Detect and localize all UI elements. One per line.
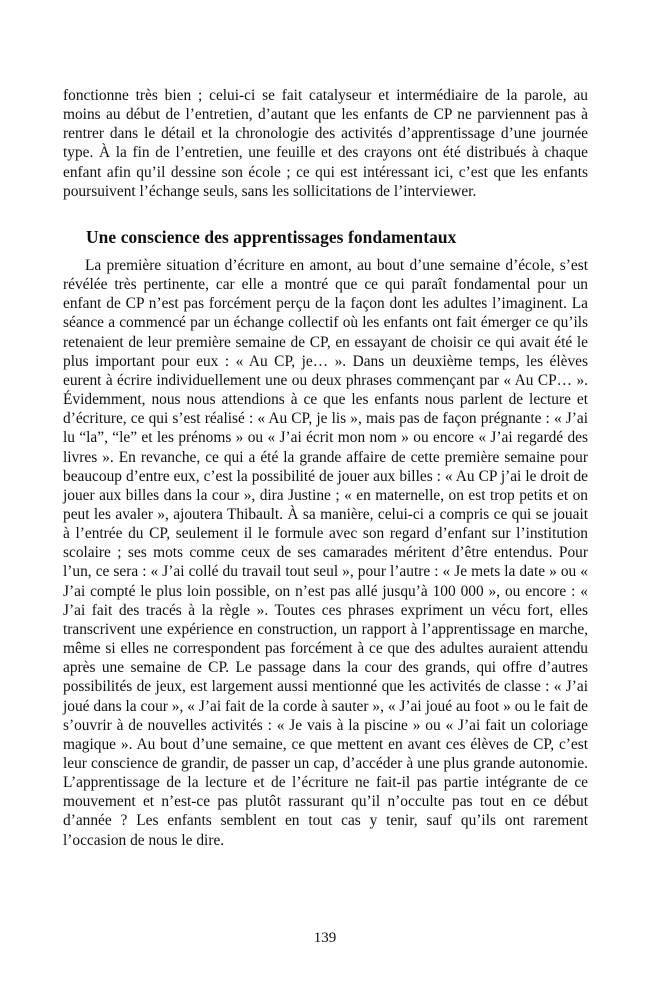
body-paragraph-continuation: fonctionne très bien ; celui-ci se fait catalyseur et intermédiaire de la parole, au moins au début de l’entretien, d’autant que les enfants de CP ne parviennent pas à rentrer dans le détail et la chronologie des activités d’apprentissage d’une journée type. À la fin de l’entretien, une feuille et des crayons ont été distribués à chaque enfant afin qu’il dessine son école ; ce qui est intéressant ici, c’est que les enfants poursuivent l’échange seuls, sans les sollicitations de l’interviewer. [63,87,588,200]
body-paragraph: La première situation d’écriture en amont, au bout d’une semaine d’école, s’est révélée très pertinente, car elle a montré que ce qui paraît fondamental pour un enfant de CP n’est pas forcément perçu de la façon dont les adultes l’imaginent. La séance a commencé par un échange collectif où les enfants ont fait émerger ce qu’ils retenaient de leur première semaine de CP, en essayant de choisir ce qui avait été le plus important pour eux : « Au CP, je… ». Dans un deuxième temps, les élèves eurent à écrire individuellement une ou deux phrases commençant par « Au CP… ». Évidemment, nous nous attendions à ce que les enfants nous parlent de lecture et d’écriture, ce qui s’est réalisé : « Au CP, je lis », mais pas de façon prégnante : « J’ai lu “la”, “le” et les prénoms » ou « J’ai écrit mon nom » ou encore « J’ai regardé des livres ». En revanche, ce qui a été la grande affaire de cette première semaine pour beaucoup d’entre eux, c’est la possibilité de jouer aux billes : « Au CP j’ai le droit de jouer aux billes dans la cour », dira Justine ; « en maternelle, on est trop petits et on peut les avaler », ajoutera Thibault. À sa manière, celui-ci a compris ce qui se jouait à l’entrée du CP, seulement il le formule avec son regard d’enfant sur l’institution scolaire ; ses mots comme ceux de ses camarades méritent d’être entendus. Pour l’un, ce sera : « J’ai collé du travail tout seul », pour l’autre : « Je mets la date » ou « J’ai compté le plus loin possible, on n’est pas allé jusqu’à 100 000 », ou encore : « J’ai fait des tracés à la règle ». Toutes ces phrases expriment un vécu fort, elles transcrivent une expérience en construction, un rapport à l’apprentissage en marche, même si elles ne correspondent pas forcément à ce que des adultes auraient attendu après une semaine de CP. Le passage dans la cour des grands, qui offre d’autres possibilités de jeux, est largement aussi mentionné que les activités de classe : « J’ai joué dans la cour », « J’ai fait de la corde à sauter », « J’ai joué au foot » ou le fait de s’ouvrir à de nouvelles activités : « Je vais à la piscine » ou « J’ai fait un coloriage magique ». Au bout d’une semaine, ce que mettent en avant ces élèves de CP, c’est leur conscience de grandir, de passer un cap, d’accéder à une plus grande autonomie. L’apprentissage de la lecture et de l’écriture ne fait-il pas partie intégrante de ce mouvement et n’est-ce pas plutôt rassurant qu’il n’occulte pas tout en ce début d’année ? Les enfants semblent en tout cas y tenir, sauf qu’ils ont rarement l’occasion de nous le dire. [63,256,588,849]
section-heading: Une conscience des apprentissages fondamentaux [86,226,457,247]
page-number: 139 [313,930,337,946]
document-page [63,86,588,850]
